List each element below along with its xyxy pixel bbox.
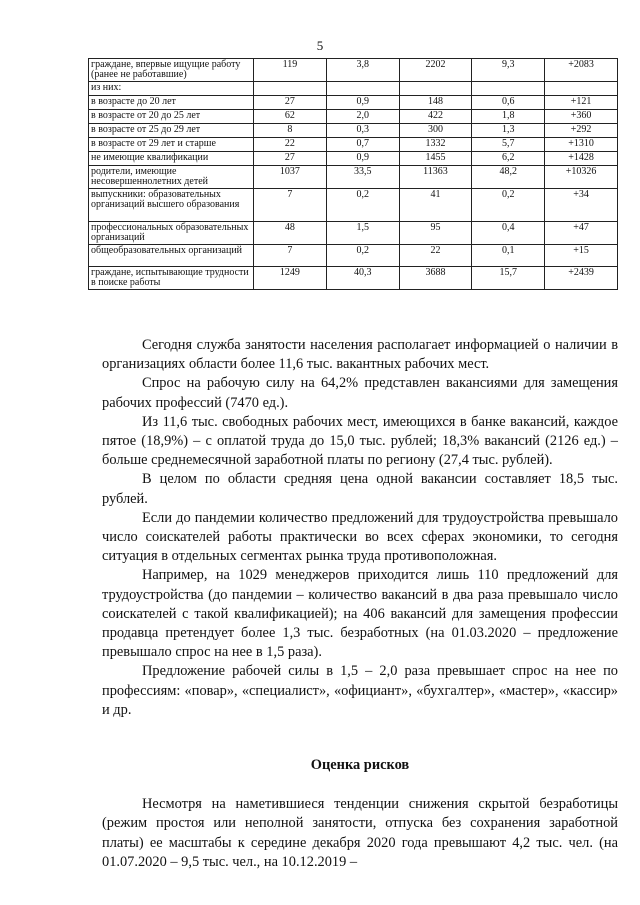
table-cell xyxy=(326,82,399,96)
table-cell: 1332 xyxy=(399,138,472,152)
table-cell: +2083 xyxy=(545,59,618,82)
table-cell: 1,8 xyxy=(472,110,545,124)
paragraph: Например, на 1029 менеджеров приходится лишь 110 предложений для трудоустройства (до пандемии – количество вакансий в два раза превышало число соискателей с такой квалификацией); на 406 вакансий для замещения профессии продавца претендует более 1,3 тыс. безработных (на 01.03.2020 – предложение превышало спрос на нее в 1,5 раза). xyxy=(102,567,618,661)
table-row xyxy=(89,152,618,166)
table-row xyxy=(89,124,618,138)
table-cell: 7 xyxy=(254,189,327,222)
row-label: в возрасте от 29 лет и старше xyxy=(89,138,254,152)
table-cell: 0,9 xyxy=(326,96,399,110)
table-cell: +121 xyxy=(545,96,618,110)
table-cell: 1037 xyxy=(254,166,327,189)
table-cell: 41 xyxy=(399,189,472,222)
table-cell xyxy=(399,82,472,96)
paragraph: Предложение рабочей силы в 1,5 – 2,0 раза превышает спрос на нее по профессиям: «повар», «специалист», «официант», «бухгалтер», «мастер», «кассир» и др. xyxy=(102,663,618,718)
page-number: 5 xyxy=(316,38,324,53)
table-cell: 0,1 xyxy=(472,245,545,267)
paragraph: Несмотря на наметившиеся тенденции снижения скрытой безработицы (режим простоя или неполной занятости, отпуска без сохранения заработной платы) ее масштабы к середине декабря 2020 года превышают 4,2 тыс. чел. (на 01.07.2020 – 9,5 тыс. чел., на 10.12.2019 – xyxy=(102,796,618,870)
table-cell: 48 xyxy=(254,222,327,245)
table-cell: 48,2 xyxy=(472,166,545,189)
table-cell: 2,0 xyxy=(326,110,399,124)
table-cell: 1455 xyxy=(399,152,472,166)
table-cell: 422 xyxy=(399,110,472,124)
row-label: в возрасте до 20 лет xyxy=(89,96,254,110)
paragraph: В целом по области средняя цена одной вакансии составляет 18,5 тыс. рублей. xyxy=(102,471,618,507)
table-cell: 27 xyxy=(254,96,327,110)
table-cell: 3,8 xyxy=(326,59,399,82)
table-cell: 1,5 xyxy=(326,222,399,245)
table-cell: 0,7 xyxy=(326,138,399,152)
paragraph: Спрос на рабочую силу на 64,2% представлен вакансиями для замещения рабочих профессий (7470 ед.). xyxy=(102,375,618,411)
statistics-table xyxy=(88,58,618,290)
row-label: граждане, испытывающие трудности в поиске работы xyxy=(89,267,254,290)
table-cell: 119 xyxy=(254,59,327,82)
table-cell xyxy=(472,82,545,96)
table-cell: +10326 xyxy=(545,166,618,189)
table-cell: 40,3 xyxy=(326,267,399,290)
table-cell: 22 xyxy=(254,138,327,152)
table-cell: 0,6 xyxy=(472,96,545,110)
table-row xyxy=(89,138,618,152)
body-text xyxy=(102,336,618,872)
table-cell: 5,7 xyxy=(472,138,545,152)
table-cell: 0,2 xyxy=(326,189,399,222)
table-cell: +1428 xyxy=(545,152,618,166)
table-cell: 2202 xyxy=(399,59,472,82)
paragraph: Сегодня служба занятости населения располагает информацией о наличии в организациях области более 11,6 тыс. вакантных рабочих мест. xyxy=(102,337,618,373)
table-cell: 0,4 xyxy=(472,222,545,245)
table-cell: +292 xyxy=(545,124,618,138)
row-label: профессиональных образовательных организаций xyxy=(89,222,254,245)
table-cell: 11363 xyxy=(399,166,472,189)
table-cell: 95 xyxy=(399,222,472,245)
table-cell: 300 xyxy=(399,124,472,138)
table-row xyxy=(89,59,618,82)
table-cell: +2439 xyxy=(545,267,618,290)
table-cell: 27 xyxy=(254,152,327,166)
table-row xyxy=(89,245,618,267)
table-cell: 1,3 xyxy=(472,124,545,138)
table-row xyxy=(89,96,618,110)
table-cell: 0,2 xyxy=(326,245,399,267)
table-cell: 0,3 xyxy=(326,124,399,138)
table-cell: 33,5 xyxy=(326,166,399,189)
table-cell: +34 xyxy=(545,189,618,222)
table-row xyxy=(89,166,618,189)
table-cell: 9,3 xyxy=(472,59,545,82)
table-cell: +15 xyxy=(545,245,618,267)
table-cell: 7 xyxy=(254,245,327,267)
table-cell: 3688 xyxy=(399,267,472,290)
row-label: родители, имеющие несовершеннолетних детей xyxy=(89,166,254,189)
row-label: граждане, впервые ищущие работу (ранее не работавшие) xyxy=(89,59,254,82)
table-row xyxy=(89,222,618,245)
table-cell: 1249 xyxy=(254,267,327,290)
table-cell: 148 xyxy=(399,96,472,110)
table-cell: 8 xyxy=(254,124,327,138)
row-label: в возрасте от 25 до 29 лет xyxy=(89,124,254,138)
row-label: из них: xyxy=(89,82,254,96)
table-cell: 6,2 xyxy=(472,152,545,166)
table-cell: 0,9 xyxy=(326,152,399,166)
table-row xyxy=(89,82,618,96)
table-row xyxy=(89,110,618,124)
table-cell: +360 xyxy=(545,110,618,124)
table-cell: +1310 xyxy=(545,138,618,152)
table-cell xyxy=(254,82,327,96)
table-cell: 62 xyxy=(254,110,327,124)
table-cell: 0,2 xyxy=(472,189,545,222)
section-heading: Оценка рисков xyxy=(310,757,410,774)
table-cell: 22 xyxy=(399,245,472,267)
row-label: общеобразовательных организаций xyxy=(89,245,254,267)
table-row xyxy=(89,189,618,222)
row-label: выпускники: образовательных организаций высшего образования xyxy=(89,189,254,222)
row-label: не имеющие квалификации xyxy=(89,152,254,166)
paragraph: Из 11,6 тыс. свободных рабочих мест, имеющихся в банке вакансий, каждое пятое (18,9%) – с оплатой труда до 15,0 тыс. рублей; 18,3% вакансий (2126 ед.) – больше среднемесячной заработной платы по региону (27,4 тыс. рублей). xyxy=(102,413,618,469)
row-label: в возрасте от 20 до 25 лет xyxy=(89,110,254,124)
table-cell: 15,7 xyxy=(472,267,545,290)
paragraph: Если до пандемии количество предложений для трудоустройства превышало число соискателей работы практически во всех сферах экономики, то сегодня ситуация в отдельных сегментах рынка труда противоположная. xyxy=(102,509,618,565)
table-cell xyxy=(545,82,618,96)
table-row xyxy=(89,267,618,290)
table-cell: +47 xyxy=(545,222,618,245)
